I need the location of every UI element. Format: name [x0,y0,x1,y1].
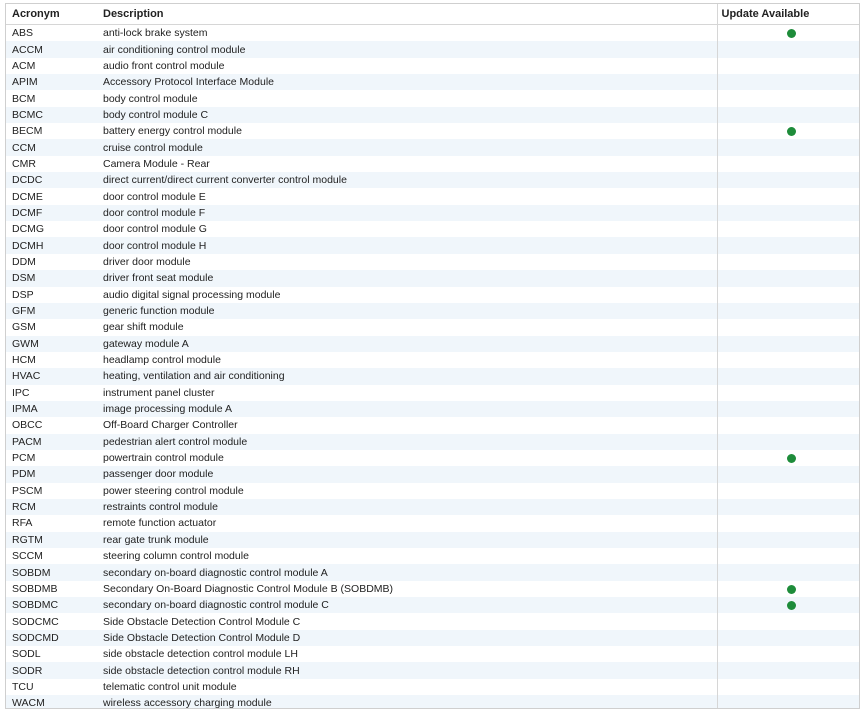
cell-description: audio digital signal processing module [97,287,717,303]
cell-acronym: DCME [6,188,97,204]
table-row[interactable] [6,221,859,237]
cell-acronym: SCCM [6,548,97,564]
table-row[interactable] [6,450,859,466]
cell-update-available [717,401,859,417]
cell-acronym: DSP [6,287,97,303]
cell-description: Side Obstacle Detection Control Module D [97,630,717,646]
cell-acronym: WACM [6,695,97,709]
update-available-dot-icon [787,29,796,38]
table-row[interactable] [6,499,859,515]
cell-acronym: RFA [6,515,97,531]
header-description[interactable]: Description [97,4,717,25]
table-row[interactable] [6,532,859,548]
cell-update-available [717,368,859,384]
table-row[interactable] [6,254,859,270]
cell-update-available [717,303,859,319]
cell-acronym: RCM [6,499,97,515]
cell-description: generic function module [97,303,717,319]
cell-update-available [717,679,859,695]
cell-acronym: TCU [6,679,97,695]
cell-acronym: SODL [6,646,97,662]
table-row[interactable] [6,401,859,417]
update-available-dot-icon [787,454,796,463]
cell-acronym: SOBDM [6,564,97,580]
cell-update-available [717,499,859,515]
table-row[interactable] [6,434,859,450]
cell-description: gateway module A [97,336,717,352]
cell-update-available [717,385,859,401]
table-header-row [6,4,859,25]
cell-update-available [717,695,859,709]
table-row[interactable] [6,270,859,286]
update-available-dot-icon [787,585,796,594]
cell-update-available [717,646,859,662]
cell-update-available [717,205,859,221]
cell-acronym: ABS [6,25,97,42]
table-row[interactable] [6,90,859,106]
table-row[interactable] [6,630,859,646]
cell-update-available [717,123,859,139]
cell-acronym: DCMH [6,237,97,253]
table-row[interactable] [6,336,859,352]
cell-description: side obstacle detection control module LH [97,646,717,662]
cell-update-available [717,58,859,74]
cell-acronym: BCM [6,90,97,106]
table-row[interactable] [6,172,859,188]
table-row[interactable] [6,352,859,368]
cell-update-available [717,662,859,678]
cell-description: audio front control module [97,58,717,74]
cell-update-available [717,548,859,564]
cell-description: Accessory Protocol Interface Module [97,74,717,90]
cell-acronym: DCDC [6,172,97,188]
cell-update-available [717,466,859,482]
table-row[interactable] [6,58,859,74]
cell-update-available [717,483,859,499]
cell-description: air conditioning control module [97,41,717,57]
cell-update-available [717,74,859,90]
cell-acronym: SODCMD [6,630,97,646]
table-row[interactable] [6,597,859,613]
cell-acronym: IPMA [6,401,97,417]
header-update-available[interactable]: Update Available [717,4,859,25]
cell-acronym: DDM [6,254,97,270]
cell-description: driver door module [97,254,717,270]
cell-update-available [717,532,859,548]
cell-description: door control module G [97,221,717,237]
cell-description: cruise control module [97,139,717,155]
cell-update-available [717,41,859,57]
cell-acronym: SOBDMC [6,597,97,613]
cell-description: gear shift module [97,319,717,335]
cell-acronym: BECM [6,123,97,139]
table-row[interactable] [6,385,859,401]
cell-acronym: OBCC [6,417,97,433]
cell-acronym: BCMC [6,107,97,123]
cell-description: rear gate trunk module [97,532,717,548]
module-update-table-panel [5,3,860,709]
cell-description: direct current/direct current converter control module [97,172,717,188]
cell-update-available [717,450,859,466]
cell-acronym: SOBDMB [6,581,97,597]
table-row[interactable] [6,613,859,629]
cell-update-available [717,336,859,352]
cell-update-available [717,417,859,433]
cell-update-available [717,630,859,646]
table-row[interactable] [6,287,859,303]
cell-description: Camera Module - Rear [97,156,717,172]
cell-acronym: RGTM [6,532,97,548]
cell-acronym: PSCM [6,483,97,499]
cell-description: image processing module A [97,401,717,417]
table-row[interactable] [6,417,859,433]
cell-description: door control module H [97,237,717,253]
table-row[interactable] [6,107,859,123]
cell-update-available [717,90,859,106]
table-row[interactable] [6,139,859,155]
cell-update-available [717,25,859,42]
table-row[interactable] [6,548,859,564]
update-available-dot-icon [787,601,796,610]
cell-update-available [717,319,859,335]
cell-update-available [717,254,859,270]
cell-acronym: DSM [6,270,97,286]
cell-acronym: ACM [6,58,97,74]
cell-description: powertrain control module [97,450,717,466]
table-row[interactable] [6,303,859,319]
cell-acronym: APIM [6,74,97,90]
table-row[interactable] [6,205,859,221]
table-row[interactable] [6,646,859,662]
cell-description: Secondary On-Board Diagnostic Control Module B (SOBDMB) [97,581,717,597]
cell-description: anti-lock brake system [97,25,717,42]
cell-update-available [717,581,859,597]
cell-acronym: CCM [6,139,97,155]
cell-description: power steering control module [97,483,717,499]
table-row[interactable] [6,679,859,695]
table-row[interactable] [6,123,859,139]
cell-acronym: IPC [6,385,97,401]
cell-acronym: GWM [6,336,97,352]
cell-update-available [717,597,859,613]
cell-update-available [717,287,859,303]
cell-acronym: PDM [6,466,97,482]
table-row[interactable] [6,74,859,90]
cell-acronym: DCMG [6,221,97,237]
table-row[interactable] [6,188,859,204]
update-available-dot-icon [787,127,796,136]
cell-update-available [717,270,859,286]
cell-update-available [717,139,859,155]
cell-acronym: SODCMC [6,613,97,629]
cell-description: instrument panel cluster [97,385,717,401]
cell-description: door control module E [97,188,717,204]
cell-description: secondary on-board diagnostic control module C [97,597,717,613]
table-row[interactable] [6,564,859,580]
cell-description: driver front seat module [97,270,717,286]
table-row[interactable] [6,466,859,482]
cell-update-available [717,188,859,204]
cell-description: steering column control module [97,548,717,564]
cell-acronym: PCM [6,450,97,466]
table-row[interactable] [6,581,859,597]
cell-description: pedestrian alert control module [97,434,717,450]
cell-update-available [717,172,859,188]
cell-description: side obstacle detection control module RH [97,662,717,678]
table-row[interactable] [6,483,859,499]
cell-description: Off-Board Charger Controller [97,417,717,433]
cell-acronym: HVAC [6,368,97,384]
cell-description: door control module F [97,205,717,221]
cell-description: telematic control unit module [97,679,717,695]
table-row[interactable] [6,237,859,253]
cell-acronym: PACM [6,434,97,450]
table-row[interactable] [6,515,859,531]
cell-update-available [717,613,859,629]
cell-update-available [717,107,859,123]
table-row[interactable] [6,25,859,42]
cell-acronym: DCMF [6,205,97,221]
cell-update-available [717,221,859,237]
header-acronym[interactable]: Acronym [6,4,97,25]
cell-description: wireless accessory charging module [97,695,717,709]
cell-description: secondary on-board diagnostic control module A [97,564,717,580]
table-row[interactable] [6,156,859,172]
cell-update-available [717,434,859,450]
cell-update-available [717,156,859,172]
table-row[interactable] [6,662,859,678]
table-row[interactable] [6,41,859,57]
cell-acronym: HCM [6,352,97,368]
cell-description: restraints control module [97,499,717,515]
cell-update-available [717,352,859,368]
table-row[interactable] [6,368,859,384]
cell-description: battery energy control module [97,123,717,139]
cell-acronym: ACCM [6,41,97,57]
table-body [6,25,859,710]
cell-acronym: SODR [6,662,97,678]
cell-description: remote function actuator [97,515,717,531]
cell-update-available [717,515,859,531]
cell-acronym: GSM [6,319,97,335]
cell-description: Side Obstacle Detection Control Module C [97,613,717,629]
table-row[interactable] [6,695,859,709]
cell-description: body control module [97,90,717,106]
cell-update-available [717,564,859,580]
cell-description: body control module C [97,107,717,123]
cell-description: headlamp control module [97,352,717,368]
module-update-table [6,4,859,709]
table-row[interactable] [6,319,859,335]
cell-description: heating, ventilation and air conditioning [97,368,717,384]
cell-description: passenger door module [97,466,717,482]
cell-acronym: GFM [6,303,97,319]
cell-acronym: CMR [6,156,97,172]
cell-update-available [717,237,859,253]
